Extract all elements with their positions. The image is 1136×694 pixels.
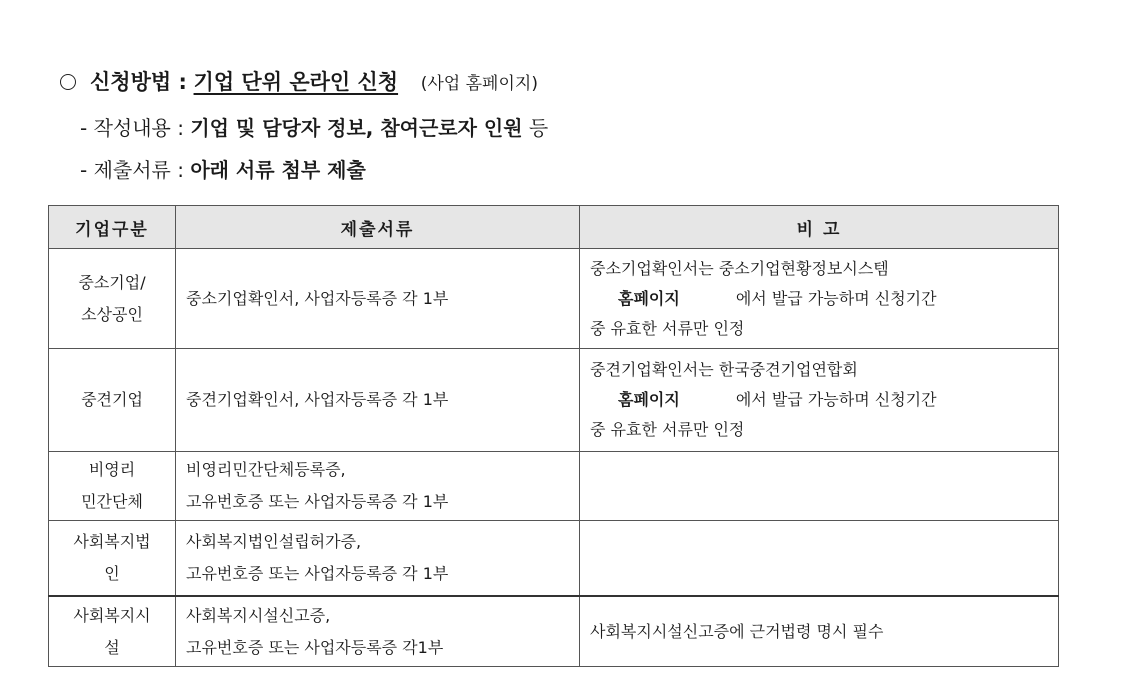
remarks-cell: 중견기업확인서는 한국중견기업연합회 홈페이지 에서 발급 가능하며 신청기간 중 유효한 서류만 인정 xyxy=(580,349,1059,452)
documents-value: 아래 서류 첨부 제출 xyxy=(190,158,366,182)
homepage-link[interactable]: 홈페이지 xyxy=(618,288,680,308)
application-method-note: (사업 홈페이지) xyxy=(420,74,538,94)
content-value: 기업 및 담당자 정보, 참여근로자 인원 xyxy=(190,116,523,140)
content-label: - 작성내용 : xyxy=(80,116,184,140)
table-row xyxy=(49,349,1059,452)
required-documents-table xyxy=(48,205,1059,667)
content-line xyxy=(80,112,548,141)
remarks-cell: 중소기업확인서는 중소기업현황정보시스템 홈페이지 에서 발급 가능하며 신청기간 중 유효한 서류만 인정 xyxy=(580,249,1059,349)
table-row xyxy=(49,452,1059,521)
category-cell: 사회복지시 설 xyxy=(49,596,176,667)
header-category: 기업구분 xyxy=(49,206,176,249)
documents-cell: 중소기업확인서, 사업자등록증 각 1부 xyxy=(176,249,580,349)
circle-bullet-icon xyxy=(60,74,76,90)
table-row xyxy=(49,249,1059,349)
content-suffix: 등 xyxy=(528,116,549,140)
documents-label: - 제출서류 : xyxy=(80,158,184,182)
remarks-cell xyxy=(580,452,1059,521)
table-row xyxy=(49,596,1059,667)
homepage-link[interactable]: 홈페이지 xyxy=(618,390,680,409)
category-cell: 사회복지법 인 xyxy=(49,521,176,597)
remarks-cell xyxy=(580,521,1059,597)
documents-cell: 사회복지법인설립허가증, 고유번호증 또는 사업자등록증 각 1부 xyxy=(176,521,580,597)
documents-cell: 중견기업확인서, 사업자등록증 각 1부 xyxy=(176,349,580,452)
documents-line xyxy=(80,154,366,183)
remarks-cell: 사회복지시설신고증에 근거법령 명시 필수 xyxy=(580,596,1059,667)
table-header-row xyxy=(49,206,1059,249)
category-cell: 중견기업 xyxy=(49,349,176,452)
documents-cell: 사회복지시설신고증, 고유번호증 또는 사업자등록증 각1부 xyxy=(176,596,580,667)
application-method-heading xyxy=(60,66,538,96)
header-documents: 제출서류 xyxy=(176,206,580,249)
documents-cell: 비영리민간단체등록증, 고유번호증 또는 사업자등록증 각 1부 xyxy=(176,452,580,521)
category-cell: 중소기업/ 소상공인 xyxy=(49,249,176,349)
header-remarks: 비 고 xyxy=(580,206,1059,249)
table-row xyxy=(49,521,1059,597)
application-method-label: 신청방법 : xyxy=(90,70,187,94)
application-method-value: 기업 단위 온라인 신청 xyxy=(193,70,399,94)
category-cell: 비영리 민간단체 xyxy=(49,452,176,521)
